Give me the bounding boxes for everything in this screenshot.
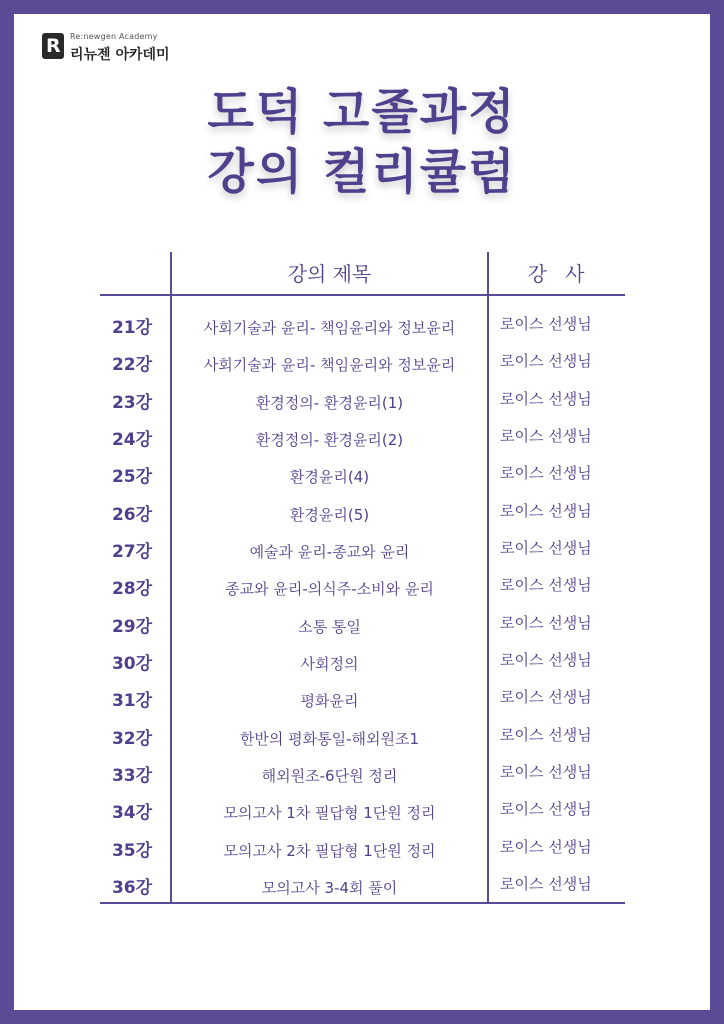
- lecture-teacher: 로이스 선생님: [500, 352, 592, 371]
- lecture-teacher: 로이스 선생님: [500, 874, 592, 893]
- column-header-title: 강의 제목: [287, 262, 372, 286]
- lecture-number: 31강: [111, 691, 153, 712]
- lecture-title: 환경정의- 환경윤리(1): [255, 393, 404, 412]
- lecture-number: 28강: [111, 579, 153, 600]
- lecture-number: 35강: [111, 840, 153, 861]
- lecture-teacher: 로이스 선생님: [500, 464, 592, 483]
- lecture-number: 26강: [111, 504, 153, 525]
- lecture-number: 33강: [111, 765, 153, 786]
- column-header-teacher: 강 사: [527, 262, 591, 286]
- table-row: [14, 501, 710, 538]
- table-row: [14, 351, 710, 388]
- lecture-number: 24강: [111, 429, 153, 450]
- lecture-title: 사회정의: [300, 654, 359, 673]
- lecture-teacher: 로이스 선생님: [500, 613, 592, 632]
- lecture-teacher: 로이스 선생님: [500, 762, 592, 781]
- table-body: [14, 314, 710, 911]
- table-row: [14, 837, 710, 874]
- lecture-title: 소통 통일: [298, 617, 361, 636]
- table-row: [14, 650, 710, 687]
- lecture-teacher: 로이스 선생님: [500, 426, 592, 445]
- logo-subtitle: Re:newgen Academy: [70, 32, 158, 41]
- logo-mark-icon: R: [42, 33, 64, 59]
- lecture-teacher: 로이스 선생님: [500, 389, 592, 408]
- lecture-title: 환경윤리(5): [289, 505, 370, 524]
- lecture-number: 27강: [111, 541, 153, 562]
- lecture-teacher: 로이스 선생님: [500, 315, 592, 333]
- lecture-number: 34강: [111, 803, 153, 824]
- lecture-teacher: 로이스 선생님: [500, 501, 592, 520]
- lecture-teacher: 로이스 선생님: [500, 800, 592, 819]
- table-row: [14, 426, 710, 463]
- table-row: [14, 799, 710, 836]
- table-row: [14, 389, 710, 426]
- lecture-number: 23강: [111, 392, 153, 413]
- lecture-title: 모의고사 1차 필답형 1단원 정리: [223, 804, 436, 823]
- page-title-line-2: 강의 컬리큘럼: [207, 144, 517, 200]
- table-row: [14, 575, 710, 612]
- lecture-teacher: 로이스 선생님: [500, 837, 592, 856]
- lecture-title: 사회기술과 윤리- 책임윤리와 정보윤리: [203, 356, 456, 375]
- curriculum-table: [14, 250, 710, 900]
- poster-page: [14, 14, 710, 1010]
- table-row: [14, 762, 710, 799]
- lecture-number: 32강: [111, 728, 153, 749]
- lecture-teacher: 로이스 선생님: [500, 538, 592, 557]
- page-title-line-1: 도덕 고졸과정: [207, 84, 517, 140]
- lecture-teacher: 로이스 선생님: [500, 576, 592, 595]
- table-row: [14, 538, 710, 575]
- table-row: [14, 874, 710, 911]
- lecture-title: 한반의 평화통일-해외원조1: [239, 729, 420, 748]
- lecture-number: 21강: [111, 318, 153, 338]
- lecture-title: 환경윤리(4): [289, 468, 370, 487]
- header-rule: [100, 294, 625, 296]
- lecture-title: 해외원조-6단원 정리: [261, 766, 398, 785]
- lecture-title: 평화윤리: [300, 692, 359, 711]
- lecture-title: 환경정의- 환경윤리(2): [255, 430, 404, 449]
- lecture-teacher: 로이스 선생님: [500, 688, 592, 707]
- lecture-title: 종교와 윤리-의식주-소비와 윤리: [225, 580, 434, 599]
- lecture-number: 36강: [111, 877, 153, 898]
- lecture-title: 모의고사 3-4회 풀이: [261, 878, 398, 897]
- table-row: [14, 613, 710, 650]
- lecture-title: 예술과 윤리-종교와 윤리: [249, 542, 410, 561]
- lecture-number: 30강: [111, 653, 153, 674]
- lecture-title: 사회기술과 윤리- 책임윤리와 정보윤리: [203, 319, 456, 337]
- table-row: [14, 314, 710, 351]
- table-row: [14, 687, 710, 724]
- table-row: [14, 463, 710, 500]
- table-row: [14, 725, 710, 762]
- lecture-number: 22강: [111, 355, 153, 376]
- lecture-title: 모의고사 2차 필답형 1단원 정리: [223, 841, 436, 860]
- lecture-teacher: 로이스 선생님: [500, 725, 592, 744]
- lecture-number: 29강: [111, 616, 153, 637]
- logo-name: 리뉴젠 아카데미: [70, 47, 170, 63]
- lecture-teacher: 로이스 선생님: [500, 650, 592, 669]
- lecture-number: 25강: [111, 467, 153, 488]
